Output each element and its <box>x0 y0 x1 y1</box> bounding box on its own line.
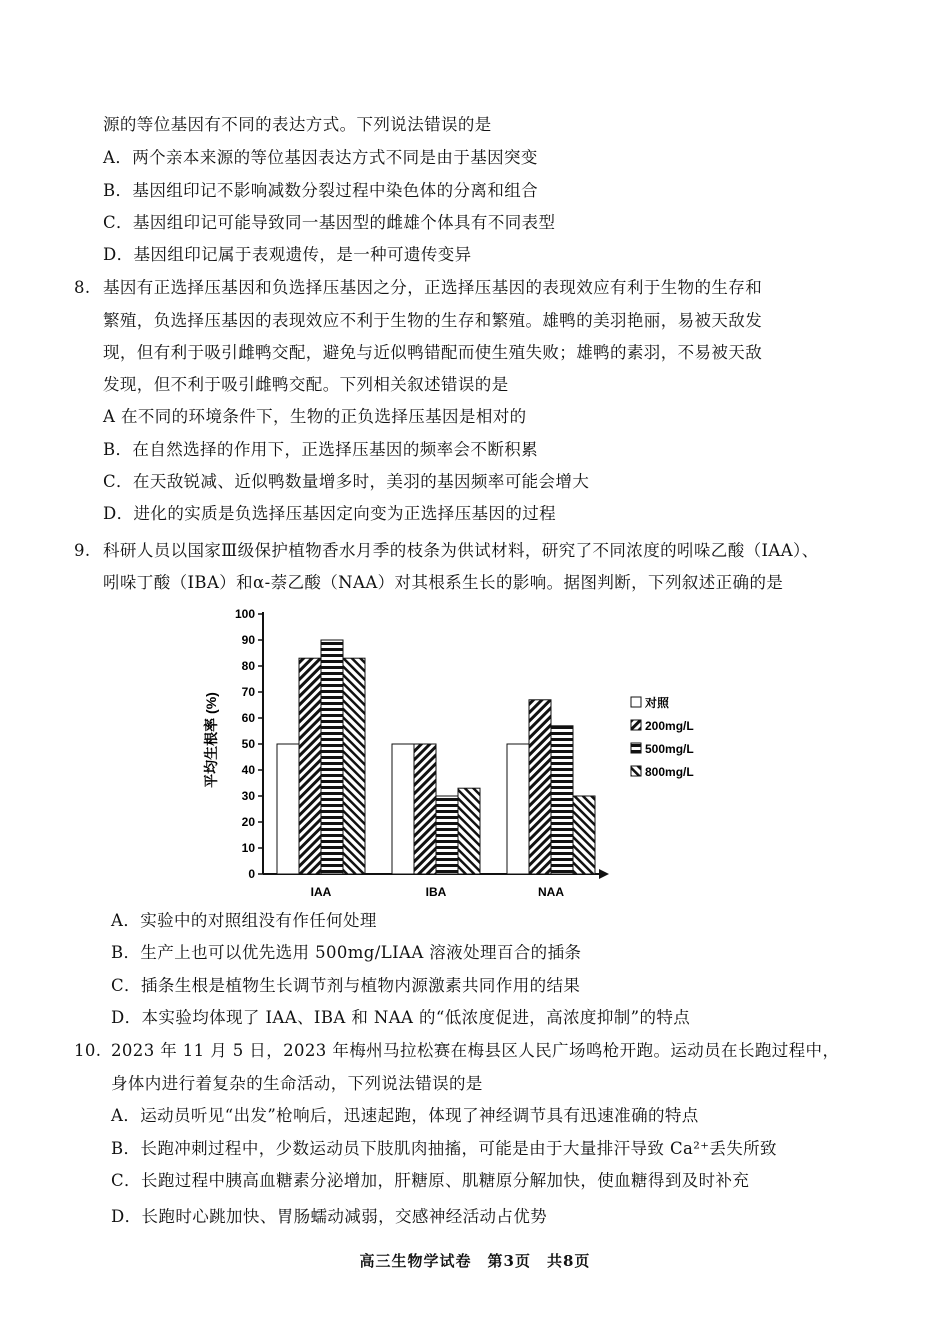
y-tick-label: 80 <box>241 659 255 673</box>
y-tick-label: 100 <box>234 607 255 621</box>
q8-number: 8. <box>74 278 91 297</box>
q10-option-a: A．运动员听见“出发”枪响后，迅速起跑，体现了神经调节具有迅速准确的特点 <box>111 1106 699 1125</box>
q9-stem-line-1 <box>74 540 819 562</box>
q9-option-b: B．生产上也可以优先选用 500mg/LIAA 溶液处理百合的插条 <box>111 943 582 962</box>
legend-label: 500mg/L <box>645 742 694 756</box>
q8-option-c: C．在天敌锐减、近似鸭数量增多时，美羽的基因频率可能会增大 <box>103 472 590 491</box>
y-tick-label: 30 <box>241 789 255 803</box>
y-tick-label: 0 <box>248 867 255 881</box>
y-tick-label: 50 <box>241 737 255 751</box>
legend-label: 对照 <box>645 696 670 710</box>
bar <box>507 744 529 874</box>
q10-stem-line-1 <box>74 1040 839 1062</box>
chart-bars <box>277 640 595 874</box>
rooting-rate-bar-chart <box>190 600 720 905</box>
q7-option-c: C．基因组印记可能导致同一基因型的雌雄个体具有不同表型 <box>103 213 556 232</box>
q8-stem-line-2: 繁殖，负选择压基因的表现效应不利于生物的生存和繁殖。雄鸭的美羽艳丽，易被天敌发 <box>103 311 763 330</box>
q7-option-a: A．两个亲本来源的等位基因表达方式不同是由于基因突变 <box>103 148 538 167</box>
page-footer: 高三生物学试卷 第3页 共8页 <box>359 1252 591 1270</box>
bar <box>299 658 321 874</box>
q8-stem-line-1 <box>74 277 762 299</box>
y-tick-label: 20 <box>241 815 255 829</box>
y-tick-label: 90 <box>241 633 255 647</box>
q9-option-d: D．本实验均体现了 IAA、IBA 和 NAA 的“低浓度促进，高浓度抑制”的特点 <box>111 1008 691 1027</box>
q8-stem-line-4: 发现，但不利于吸引雌鸭交配。下列相关叙述错误的是 <box>103 375 509 394</box>
q7-option-b: B．基因组印记不影响减数分裂过程中染色体的分离和组合 <box>103 181 539 200</box>
x-category-label: IBA <box>425 885 447 899</box>
q8-option-d: D．进化的实质是负选择压基因定向变为正选择压基因的过程 <box>103 504 557 523</box>
q10-stem-line-2: 身体内进行着复杂的生命活动，下列说法错误的是 <box>111 1074 483 1093</box>
q9-option-a: A．实验中的对照组没有作任何处理 <box>111 911 377 930</box>
bar <box>392 744 414 874</box>
bar <box>436 796 458 874</box>
q10-option-d: D．长跑时心跳加快、胃肠蠕动减弱，交感神经活动占优势 <box>111 1207 548 1226</box>
q7-stem-tail: 源的等位基因有不同的表达方式。下列说法错误的是 <box>103 115 492 134</box>
bar <box>458 788 480 874</box>
bar <box>551 726 573 874</box>
bar <box>414 744 436 874</box>
x-category-label: IAA <box>310 885 332 899</box>
bar <box>529 700 551 874</box>
chart-legend <box>631 695 694 779</box>
q8-stem-line-3: 现，但有利于吸引雌鸭交配，避免与近似鸭错配而使生殖失败；雄鸭的素羽，不易被天敌 <box>103 343 763 362</box>
y-tick-label: 10 <box>241 841 255 855</box>
x-axis-arrow <box>599 869 609 879</box>
legend-swatch <box>631 766 641 776</box>
q7-option-d: D．基因组印记属于表观遗传，是一种可遗传变异 <box>103 245 472 264</box>
q8-option-b: B．在自然选择的作用下，正选择压基因的频率会不断积累 <box>103 440 539 459</box>
q10-option-b: B．长跑冲刺过程中，少数运动员下肢肌肉抽搐，可能是由于大量排汗导致 Ca²⁺丢失所致 <box>111 1139 777 1158</box>
legend-label: 200mg/L <box>645 719 694 733</box>
legend-swatch <box>631 743 641 753</box>
legend-swatch <box>631 720 641 730</box>
legend-swatch <box>631 697 641 707</box>
bar <box>343 658 365 874</box>
y-tick-label: 60 <box>241 711 255 725</box>
q10-option-c: C．长跑过程中胰高血糖素分泌增加，肝糖原、肌糖原分解加快，使血糖得到及时补充 <box>111 1171 750 1190</box>
q9-number: 9. <box>74 541 91 560</box>
y-axis-label: 平均生根率 (%) <box>203 692 219 788</box>
q9-stem-line-2: 吲哚丁酸（IBA）和α-萘乙酸（NAA）对其根系生长的影响。据图判断，下列叙述正确的是 <box>103 573 784 592</box>
x-category-label: NAA <box>538 885 564 899</box>
q8-stem-text-1: 基因有正选择压基因和负选择压基因之分，正选择压基因的表现效应有利于生物的生存和 <box>103 278 763 297</box>
q9-option-c: C．插条生根是植物生长调节剂与植物内源激素共同作用的结果 <box>111 976 581 995</box>
q8-option-a: A 在不同的环境条件下，生物的正负选择压基因是相对的 <box>103 407 527 426</box>
bar <box>277 744 299 874</box>
q10-stem-text-1: 2023 年 11 月 5 日，2023 年梅州马拉松赛在梅县区人民广场鸣枪开跑。运动员在长跑过程中， <box>111 1041 840 1060</box>
bar <box>321 640 343 874</box>
bar <box>573 796 595 874</box>
q9-stem-text-1: 科研人员以国家Ⅲ级保护植物香水月季的枝条为供试材料，研究了不同浓度的吲哚乙酸（IAA）、 <box>103 541 819 560</box>
q10-number: 10. <box>74 1041 102 1060</box>
y-tick-label: 40 <box>241 763 255 777</box>
y-tick-label: 70 <box>241 685 255 699</box>
legend-label: 800mg/L <box>645 765 694 779</box>
